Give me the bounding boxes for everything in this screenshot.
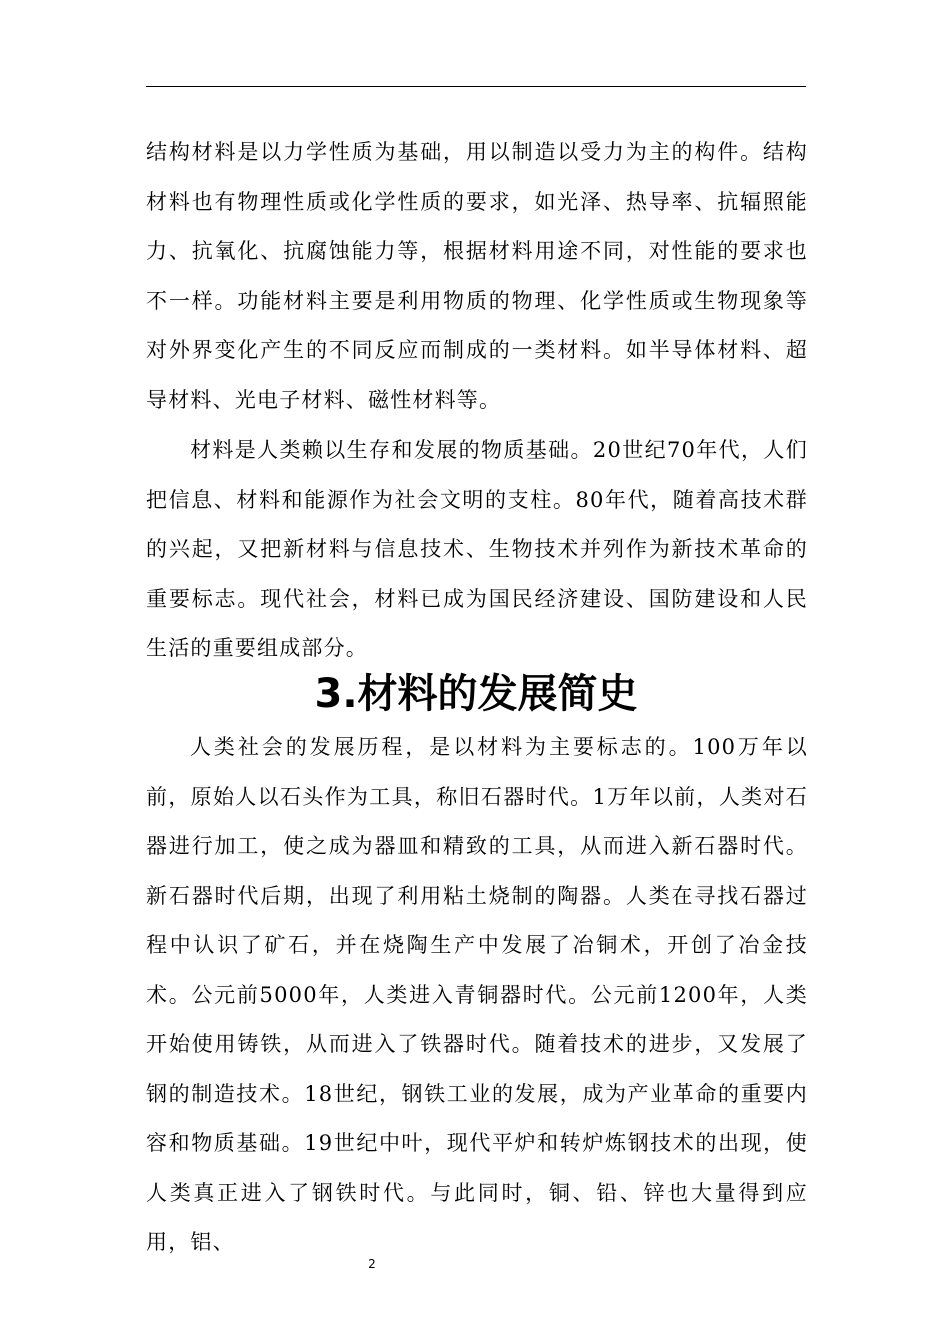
section-heading: 3.材料的发展简史	[314, 671, 638, 717]
page-number: 2	[368, 1257, 376, 1271]
paragraph-structural-functional-materials: 结构材料是以力学性质为基础，用以制造以受力为主的构件。结构材料也有物理性质或化学性质的要求，如光泽、热导率、抗辐照能力、抗氧化、抗腐蚀能力等，根据材料用途不同，对性能的要求也不一样。功能材料主要是利用物质的物理、化学性质或生物现象等对外界变化产生的不同反应而制成的一类材料。如半导体材料、超导材料、光电子材料、磁性材料等。	[146, 140, 808, 412]
paragraph-materials-foundation: 材料是人类赖以生存和发展的物质基础。20世纪70年代，人们把信息、材料和能源作为社会文明的支柱。80年代，随着高技术群的兴起，又把新材料与信息技术、生物技术并列作为新技术革命的重要标志。现代社会，材料已成为国民经济建设、国防建设和人民生活的重要组成部分。	[146, 438, 808, 660]
paragraph-materials-history: 人类社会的发展历程，是以材料为主要标志的。100万年以前，原始人以石头作为工具，称旧石器时代。1万年以前，人类对石器进行加工，使之成为器皿和精致的工具，从而进入新石器时代。新石器时代后期，出现了利用粘土烧制的陶器。人类在寻找石器过程中认识了矿石，并在烧陶生产中发展了冶铜术，开创了冶金技术。公元前5000年，人类进入青铜器时代。公元前1200年，人类开始使用铸铁，从而进入了铁器时代。随着技术的进步，又发展了钢的制造技术。18世纪，钢铁工业的发展，成为产业革命的重要内容和物质基础。19世纪中叶，现代平炉和转炉炼钢技术的出现，使人类真正进入了钢铁时代。与此同时，铜、铅、锌也大量得到应用，铝、	[146, 735, 808, 1254]
header-rule	[146, 86, 806, 87]
